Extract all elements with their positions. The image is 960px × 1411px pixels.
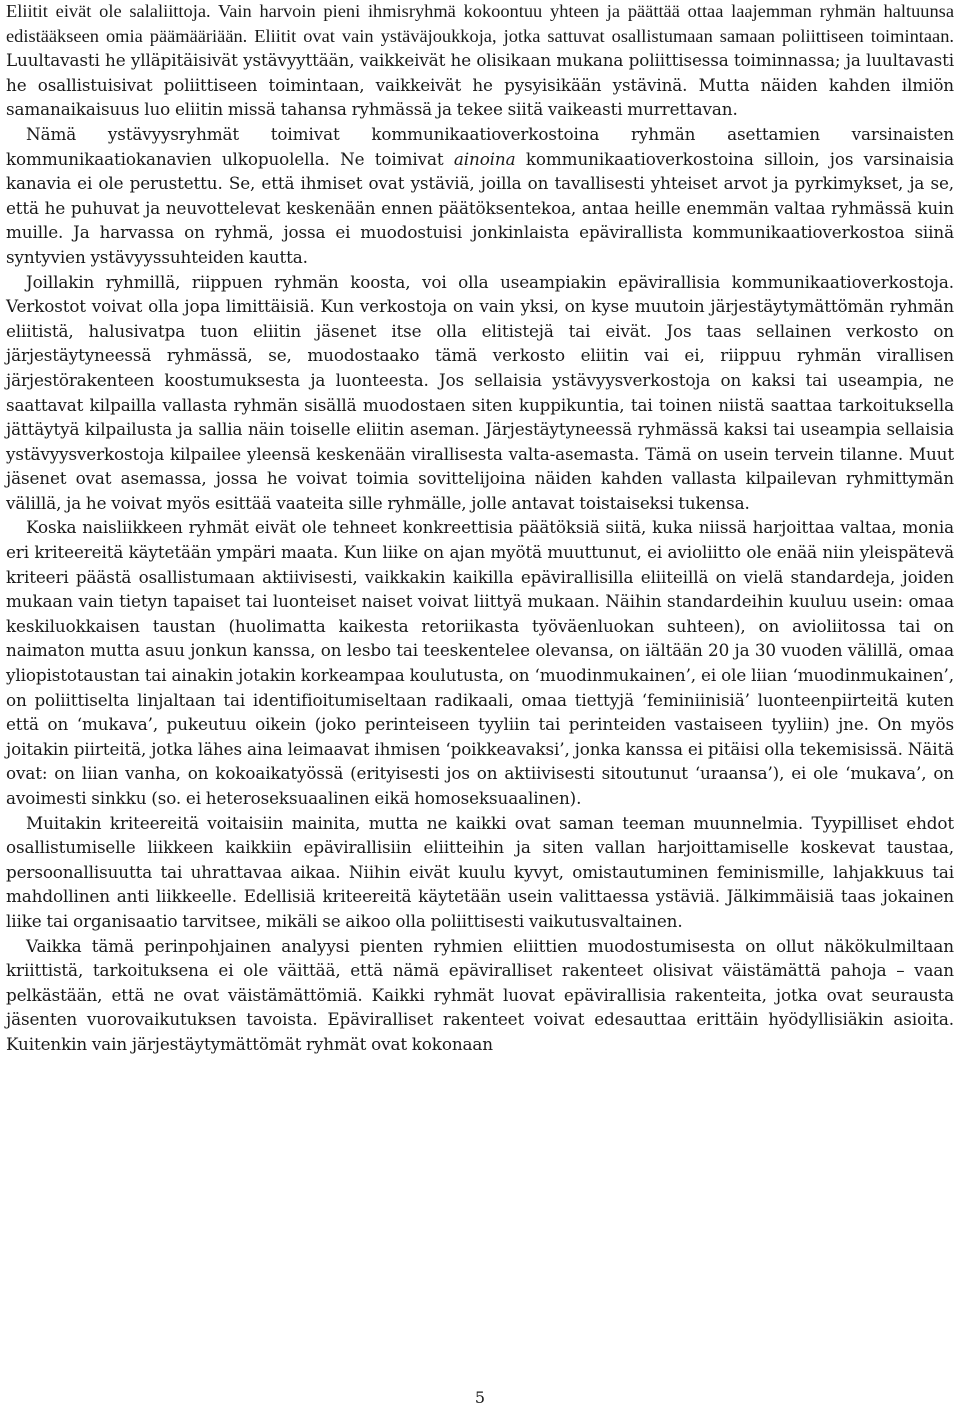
paragraph-2-emphasis: ainoina — [453, 148, 516, 169]
paragraph-4: Koska naisliikkeen ryhmät eivät ole tehneet konkreettisia päätöksiä siitä, kuka niissä harjoittaa valtaa, monia eri kriteereitä käytetään ympäri maata. Kun liike on ajan myötä muuttunut, ei avioliitto ole enää niin yleispätevä kriteeri päästä osallistumaan aktiivisesti, vaikkakin kaikilla epävirallisilla eliiteillä on vielä standardeja, joiden mukaan vain tietyn tapaiset tai luonteiset naiset voivat liittyä mukaan. Näihin standardeihin kuuluu usein: omaa keskiluokkaisen taustan (huolimatta kaikesta retoriikasta työväenluokan suhteen), on avioliitossa tai on naimaton mutta asuu jonkun kanssa, on lesbo tai teeskentelee olevansa, on iältään 20 ja 30 vuoden välillä, omaa yliopistotaustan tai ainakin jotakin korkeampaa koulutusta, on ‘muodinmukainen’, ei ole liian ‘muodinmukainen’, on poliittiselta linjaltaan tai identifioitumiseltaan radikaali, omaa tiettyjä ‘feminiinisiä’ luonteenpiirteitä kuten että on ‘mukava’, pukeutuu oikein (joko perinteiseen tyyliin tai perinteiden vastaiseen tyyliin) jne. On myös joitakin piirteitä, jotka lähes aina leimaavat ihmisen ‘poikkeavaksi’, jonka kanssa ei pitäisi olla tekemisissä. Näitä ovat: on liian vanha, on kokoaikatyössä (erityisesti jos on aktiivisesti sitoutunut ‘uraansa’), ei ole ‘mukava’, on avoimesti sinkku (so. ei heteroseksuaalinen eikä homoseksuaalinen). — [6, 517, 954, 808]
paragraph-1-text: Luultavasti he ylläpitäisivät ystävyyttään, vaikkeivät he olisikaan mukana poliittisessa toiminnassa; ja luultavasti he osallistuisivat poliittiseen toimintaan, vaikkeivät he pysyisikään ystävinä. Mutta näiden kahden ilmiön samanaikaisuus luo eliitin missä tahansa ryhmässä ja tekee siitä vaikeasti murrettavan. — [6, 50, 954, 120]
paragraph-6: Vaikka tämä perinpohjainen analyysi pienten ryhmien eliittien muodostumisesta on ollut näkökulmiltaan kriittistä, tarkoituksena ei ole väittää, että nämä epäviralliset rakenteet olisivat väistämättä pahoja – vaan pelkästään, että ne ovat väistämättömiä. Kaikki ryhmät luovat epävirallisia rakenteita, jotka ovat seurausta jäsenten vuorovaikutuksen tavoista. Epäviralliset rakenteet voivat edesauttaa erittäin hyödyllisiäkin asioita. Kuitenkin vain järjestäytymättömät ryhmät ovat kokonaan — [6, 935, 954, 1054]
paragraph-5: Muitakin kriteereitä voitaisiin mainita, mutta ne kaikki ovat saman teeman muunnelmia. Tyypilliset ehdot osallistumiselle liikkeen kaikkiin epävirallisiin eliitteihin ja siten vallan harjoittamiselle koskevat taustaa, persoonallisuutta tai uhrattavaa aikaa. Niihin eivät kuulu kyvyt, omistautuminen feminismille, lahjakkuus tai mahdollinen anti liikkeelle. Edellisiä kriteereitä käytetään usein valittaessa ystäviä. Jälkimmäisiä taas jokainen liike tai organisaatio tarvitsee, mikäli se aikoo olla poliittisesti vaikutusvaltainen. — [6, 812, 954, 931]
document-page — [6, 0, 954, 1057]
paragraph-3: Joillakin ryhmillä, riippuen ryhmän koosta, voi olla useampiakin epävirallisia kommunikaatioverkostoja. Verkostot voivat olla jopa limittäisiä. Kun verkostoja on vain yksi, on kyse muutoin järjestäytymättömän ryhmän eliitistä, halusivatpa tuon eliitin jäsenet itse olla elitistejä tai eivät. Jos taas sellainen verkosto on järjestäytyneessä ryhmässä, se, muodostaako tämä verkosto eliitin vai ei, riippuu ryhmän virallisen järjestörakenteen koostumuksesta ja luonteesta. Jos sellaisia ystävyysverkostoja on kaksi tai useampia, ne saattavat kilpailla vallasta ryhmän sisällä muodostaen siten kuppikuntia, tai toinen niistä saattaa tarkoituksella jättäytyä kilpailusta ja sallia näin toiselle eliitin aseman. Järjestäytyneessä ryhmässä kaksi tai useampia sellaisia ystävyysverkostoja kilpailee yleensä keskenään virallisesta valta-asemasta. Tämä on usein tervein tilanne. Muut jäsenet ovat asemassa, jossa he voivat toimia sovittelijoina näiden kahden vallasta kilpailevan ryhmittymän välillä, ja he voivat myös esittää vaateita sille ryhmälle, jolle antavat toistaiseksi tukensa. — [6, 271, 954, 513]
paragraph-2-after: kommunikaatioverkostoina silloin, jos varsinaisia kanavia ei ole perustettu. Se, että ihmiset ovat ystäviä, joilla on tavallisesti yhteiset arvot ja pyrkimykset, ja se, että he puhuvat ja neuvottelevat keskenään ennen päätöksentekoa, antaa heille enemmän valtaa ryhmässä kuin muille. Ja harvassa on ryhmä, jossa ei muodostuisi jonkinlaista epävirallista kommunikaatioverkostoa siinä syntyvien ystävyyssuhteiden kautta. — [6, 148, 954, 267]
page-number: 5 — [474, 1388, 486, 1407]
paragraph-1-lead: Eliitit eivät ole salaliittoja. Vain harvoin pieni ihmisryhmä kokoontuu yhteen ja päättää ottaa laajemman ryhmän haltuunsa edistääkseen omia päämääriään. Eliitit ovat vain ystäväjoukkoja, jotka sattuvat osallistumaan samaan poliittiseen toimintaan. — [6, 1, 954, 46]
paragraph-2 — [6, 122, 954, 270]
paragraph-2-before: Nämä ystävyysryhmät toimivat kommunikaatioverkostoina ryhmän asettamien varsinaisten kommunikaatiokanavien ulkopuolella. Ne toimivat — [6, 123, 954, 169]
paragraph-1 — [6, 0, 954, 122]
